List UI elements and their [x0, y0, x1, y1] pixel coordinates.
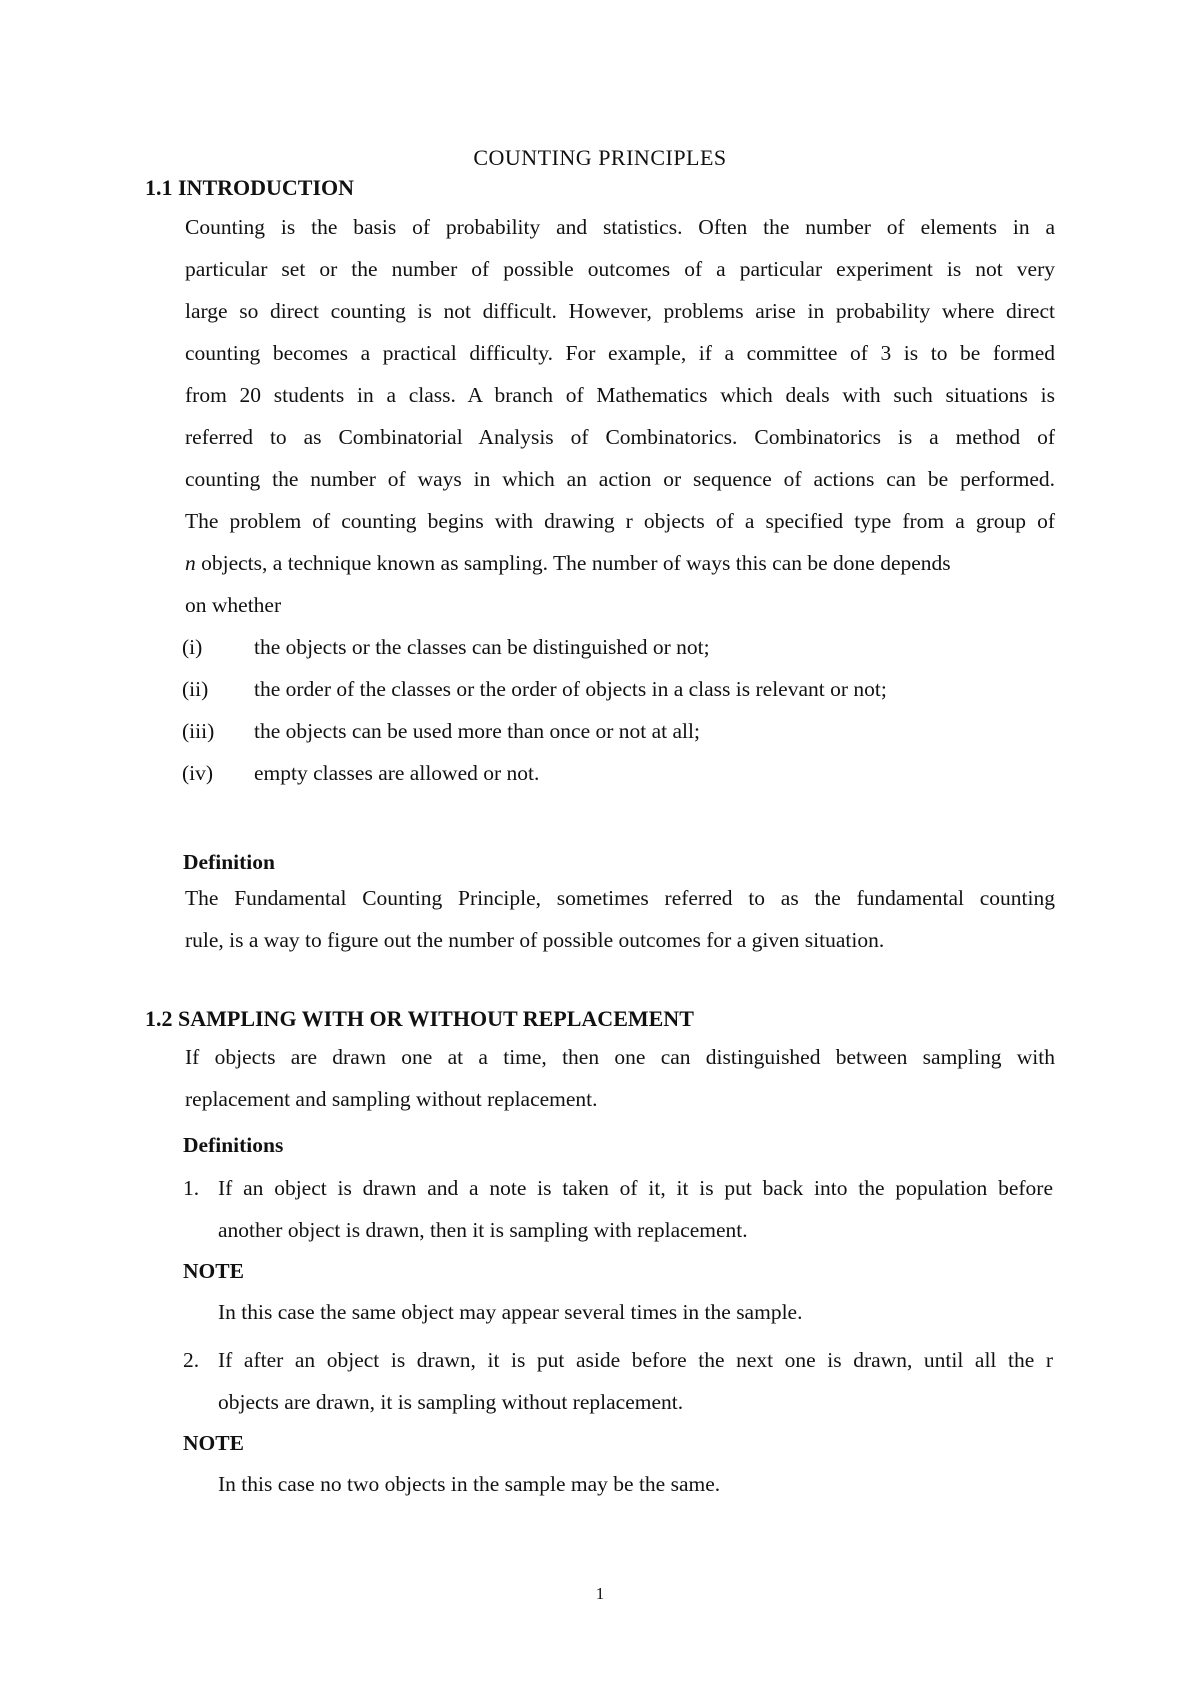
list-item-text: the objects can be used more than once or not at all;	[254, 719, 700, 743]
item-number: 1.	[183, 1176, 200, 1200]
list-item-label: (iii)	[182, 719, 215, 743]
numbered-definition-2	[183, 1339, 1053, 1423]
definition-paragraph	[185, 877, 1055, 961]
page-number: 1	[595, 1584, 605, 1603]
note-text: In this case no two objects in the sample may be the same.	[218, 1472, 721, 1496]
paragraph-line-text: objects, a technique known as sampling. The number of ways this can be done depends	[201, 551, 951, 575]
item-number: 2.	[183, 1348, 200, 1372]
paragraph-line: objects are drawn, it is sampling without replacement.	[218, 1390, 684, 1414]
paragraph-line: If objects are drawn one at a time, then one can distinguished between sampling with	[185, 1045, 1055, 1069]
paragraph-line: counting becomes a practical difficulty. For example, if a committee of 3 is to be formed	[185, 341, 1055, 365]
sampling-intro-paragraph	[185, 1036, 1055, 1120]
item-text	[218, 1339, 1053, 1423]
list-item	[182, 668, 887, 710]
section-heading-sampling: 1.2 SAMPLING WITH OR WITHOUT REPLACEMENT	[145, 1006, 694, 1031]
list-item-label: (ii)	[182, 677, 209, 701]
paragraph-line: counting the number of ways in which an action or sequence of actions can be performed.	[185, 467, 1055, 491]
math-variable-n: n	[185, 551, 196, 575]
paragraph-line: particular set or the number of possible outcomes of a particular experiment is not very	[185, 257, 1055, 281]
intro-paragraph	[185, 206, 1055, 626]
list-item-label: (i)	[182, 635, 203, 659]
paragraph-line: The Fundamental Counting Principle, sometimes referred to as the fundamental counting	[185, 886, 1055, 910]
conditions-list	[182, 626, 887, 794]
document-title: COUNTING PRINCIPLES	[473, 145, 727, 170]
note-text: In this case the same object may appear several times in the sample.	[218, 1300, 803, 1324]
definition-heading: Definition	[183, 850, 275, 874]
paragraph-line: rule, is a way to figure out the number of possible outcomes for a given situation.	[185, 928, 885, 952]
paragraph-line	[185, 542, 1055, 584]
paragraph-line: on whether	[185, 593, 282, 617]
section-heading-introduction: 1.1 INTRODUCTION	[145, 175, 355, 200]
paragraph-line: from 20 students in a class. A branch of Mathematics which deals with such situations is	[185, 383, 1055, 407]
paragraph-line: replacement and sampling without replacement.	[185, 1087, 598, 1111]
list-item-text: empty classes are allowed or not.	[254, 761, 540, 785]
paragraph-line: Counting is the basis of probability and statistics. Often the number of elements in a	[185, 215, 1055, 239]
list-item	[182, 752, 887, 794]
paragraph-line: If after an object is drawn, it is put aside before the next one is drawn, until all the r	[218, 1348, 1053, 1372]
paragraph-line: referred to as Combinatorial Analysis of Combinatorics. Combinatorics is a method of	[185, 425, 1055, 449]
note-label: NOTE	[183, 1259, 244, 1283]
list-item-label: (iv)	[182, 761, 214, 785]
item-text	[218, 1167, 1053, 1251]
paragraph-line: If an object is drawn and a note is taken of it, it is put back into the population before	[218, 1176, 1053, 1200]
paragraph-line: large so direct counting is not difficult. However, problems arise in probability where direct	[185, 299, 1055, 323]
definitions-heading: Definitions	[183, 1133, 284, 1157]
note-label: NOTE	[183, 1431, 244, 1455]
list-item	[182, 710, 887, 752]
paragraph-line: another object is drawn, then it is sampling with replacement.	[218, 1218, 748, 1242]
list-item-text: the order of the classes or the order of objects in a class is relevant or not;	[254, 677, 887, 701]
numbered-definition-1	[183, 1167, 1053, 1251]
list-item	[182, 626, 887, 668]
list-item-text: the objects or the classes can be distinguished or not;	[254, 635, 710, 659]
paragraph-line: The problem of counting begins with drawing r objects of a specified type from a group of	[185, 509, 1055, 533]
